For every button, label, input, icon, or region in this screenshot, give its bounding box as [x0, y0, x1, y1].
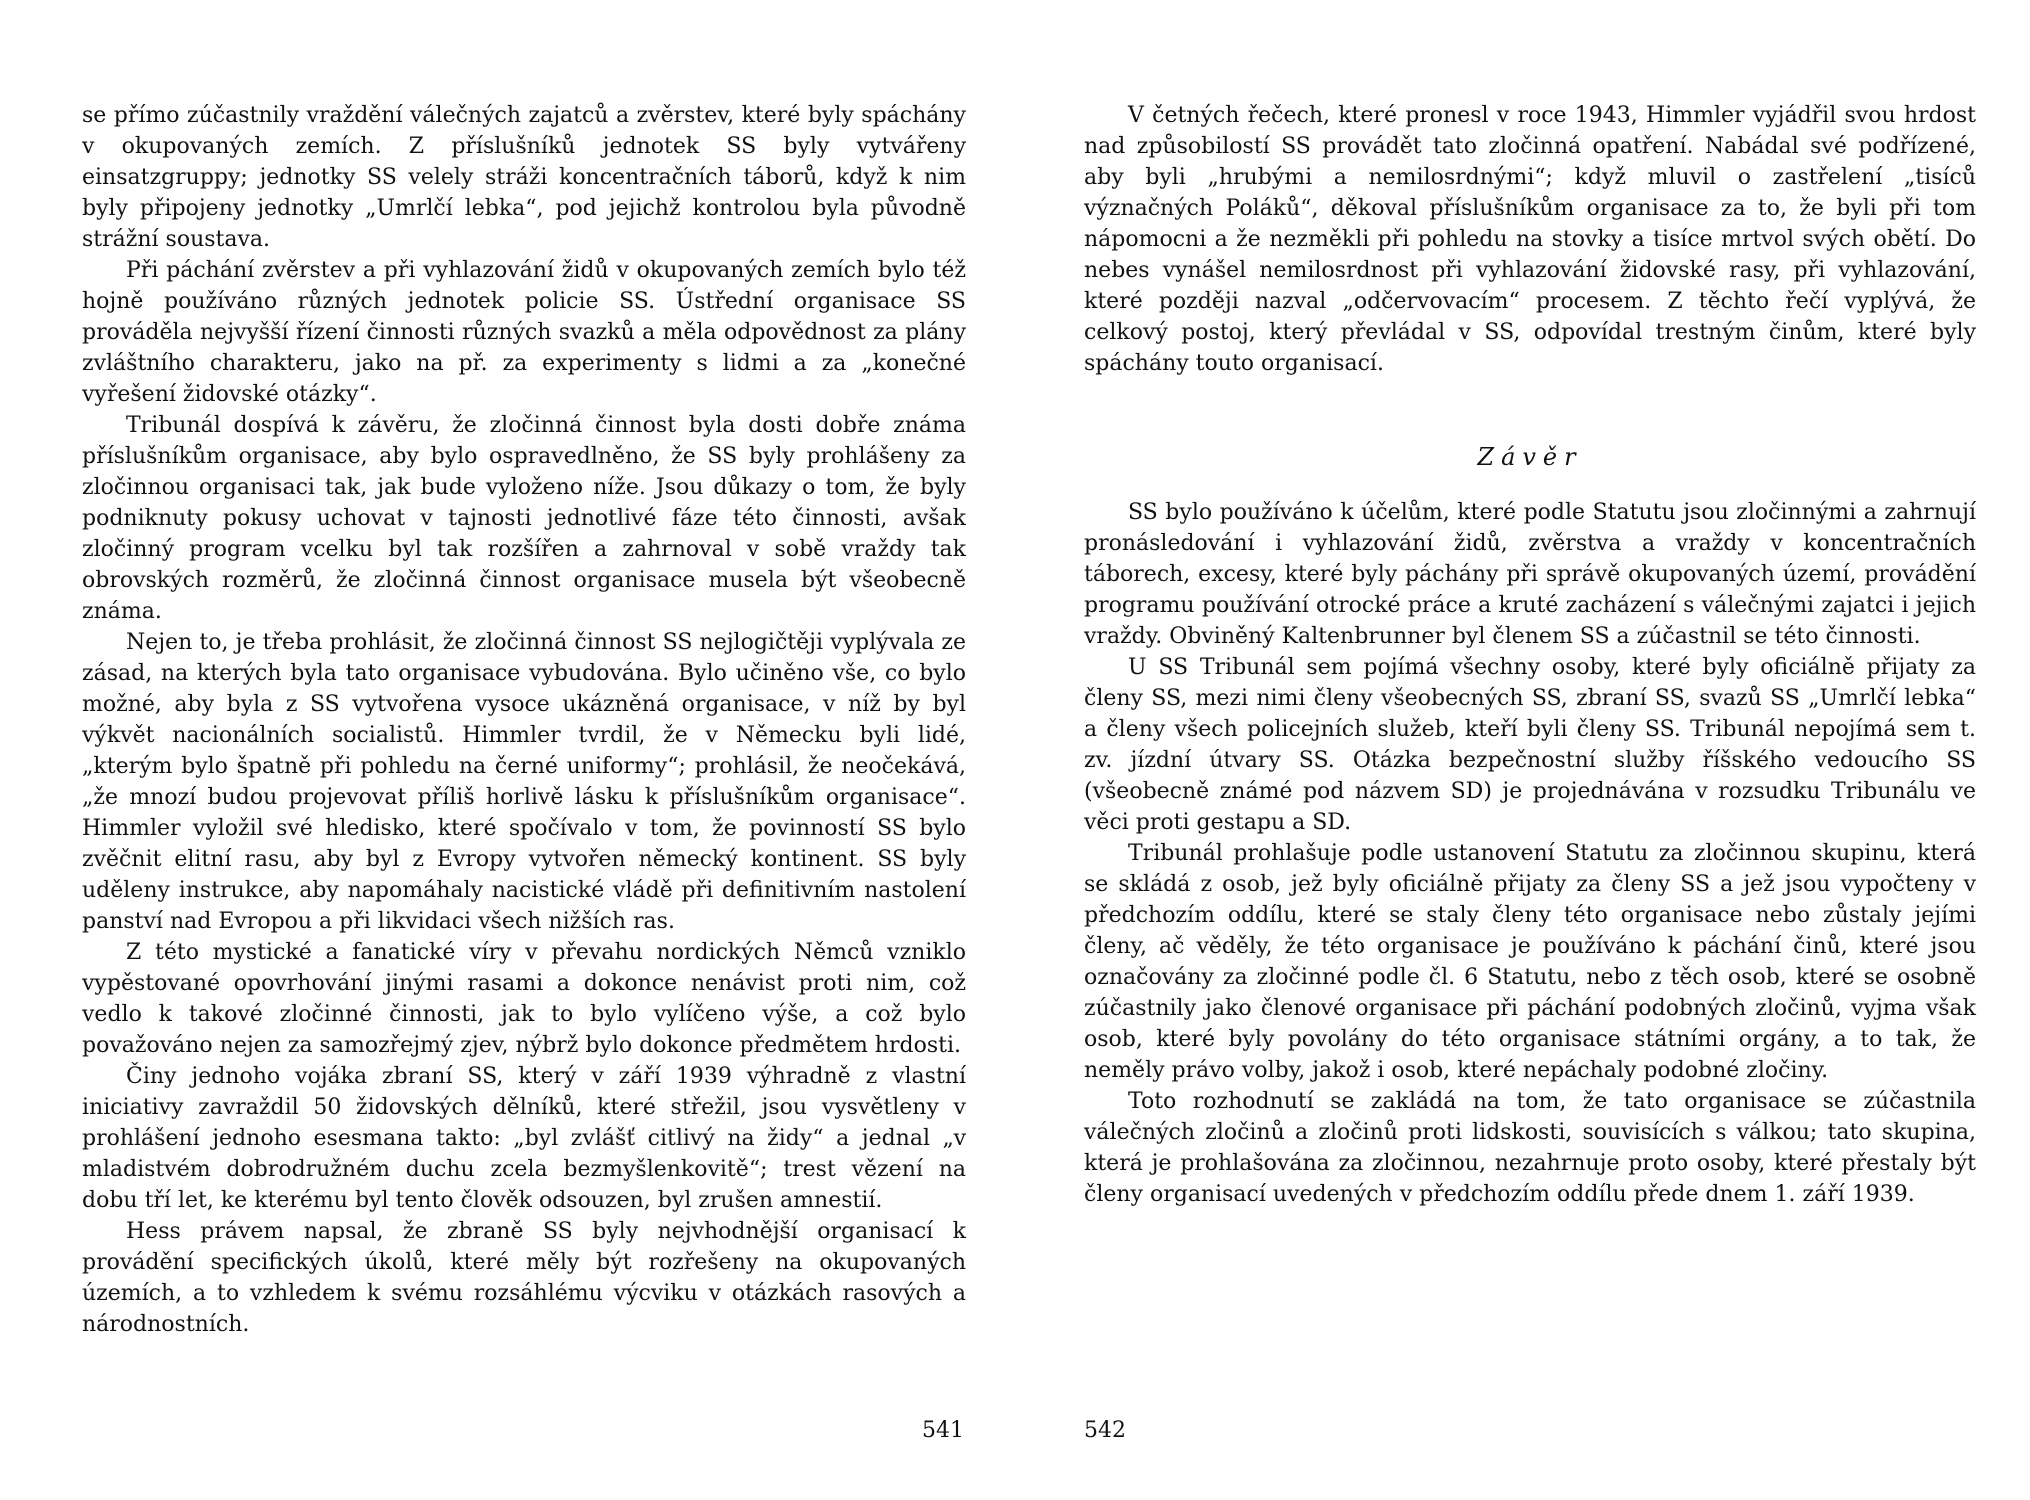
paragraph: V četných řečech, které pronesl v roce 1943, Himmler vyjádřil svou hrdost nad způsobilostí SS provádět tato zločinná opatření. Nabádal své podřízené, aby byli „hrubými a nemilosrdnými“; když mluvil o zastřelení „tisíců význačných Poláků“, děkoval příslušníkům organisace za to, že byli při tom nápomocni a že nezměkli při pohledu na stovky a tisíce mrtvol svých obětí. Do nebes vynášel nemilosrdnost při vyhlazování židovské rasy, při vyhlazování, které později nazval „odčervovacím“ procesem. Z těchto řečí vyplývá, že celkový postoj, který převládal v SS, odpovídal trestným činům, které byly spáchány touto organisací.	[1084, 103, 1976, 376]
paragraph: Tribunál dospívá k závěru, že zločinná činnost byla dosti dobře známa příslušníkům organisace, aby bylo ospravedlněno, že SS byly prohlášeny za zločinnou organisaci tak, jak bude vyloženo níže. Jsou důkazy o tom, že byly podniknuty pokusy uchovat v tajnosti jednotlivé fáze této činnosti, avšak zločinný program vcelku byl tak rozšířen a zahrnoval v sobě vraždy tak obrovských rozměrů, že zločinná činnost organisace musela být všeobecně známa.	[82, 413, 966, 624]
paragraph: Toto rozhodnutí se zakládá na tom, že tato organisace se zúčastnila válečných zločinů a zločinů proti lidskosti, souvisících s válkou; tato skupina, která je prohlašována za zločinnou, nezahrnuje proto osoby, které přestaly být členy organisací uvedených v předchozím oddílu přede dnem 1. září 1939.	[1084, 1089, 1976, 1207]
paragraph: Tribunál prohlašuje podle ustanovení Statutu za zločinnou skupinu, která se skládá z osob, jež byly oficiálně přijaty za členy SS a jež jsou vypočteny v předchozím oddílu, které se staly členy této organisace nebo zůstaly jejími členy, ač věděly, že této organisace je používáno k páchání činů, které jsou označovány za zločinné podle čl. 6 Statutu, nebo z těch osob, které se osobně zúčastnily jako členové organisace při páchání podobných zločinů, vyjma však osob, které byly povolány do této organisace státními orgány, a to tak, že neměly právo volby, jakož i osob, které nepáchaly podobné zločiny.	[1084, 841, 1976, 1083]
paragraph: Nejen to, je třeba prohlásit, že zločinná činnost SS nejlogičtěji vyplývala ze zásad, na kterých byla tato organisace vybudována. Bylo učiněno vše, co bylo možné, aby byla z SS vytvořena vysoce ukázněná organisace, v níž by byl výkvět nacionálních socialistů. Himmler tvrdil, že v Německu byli lidé, „kterým bylo špatně při pohledu na černé uniformy“; prohlásil, že neočekává, „že mnozí budou projevovat příliš horlivě lásku k příslušníkům organisace“. Himmler vyložil své hledisko, které spočívalo v tom, že povinností SS bylo zvěčnit elitní rasu, aby byl z Evropy vytvořen německý kontinent. SS byly uděleny instrukce, aby napomáhaly nacistické vládě při definitivním nastolení panství nad Evropou a při likvidaci všech nižších ras.	[82, 630, 966, 934]
paragraph: Činy jednoho vojáka zbraní SS, který v září 1939 výhradně z vlastní iniciativy zavraždil 50 židovských dělníků, které střežil, jsou vysvětleny v prohlášení jednoho esesmana takto: „byl zvlášť citlivý na židy“ a jednal „v mladistvém dobrodružném duchu zcela bezmyšlenkovitě“; trest vězení na dobu tří let, ke kterému byl tento člověk odsouzen, byl zrušen amnestií.	[82, 1064, 966, 1213]
paragraph: SS bylo používáno k účelům, které podle Statutu jsou zločinnými a zahrnují pronásledování i vyhlazování židů, zvěrstva a vraždy v koncentračních táborech, excesy, které byly páchány při správě okupovaných území, provádění programu používání otrocké práce a kruté zacházení s válečnými zajatci i jejich vraždy. Obviněný Kaltenbrunner byl členem SS a zúčastnil se této činnosti.	[1084, 500, 1976, 649]
paragraph: Hess právem napsal, že zbraně SS byly nejvhodnější organisací k provádění specifických úkolů, které měly být rozřešeny na okupovaných územích, a to vzhledem k svému rozsáhlému výcviku v otázkách rasových a národnostních.	[82, 1219, 966, 1337]
paragraph: se přímo zúčastnily vraždění válečných zajatců a zvěrstev, které byly spáchány v okupovaných zemích. Z příslušníků jednotek SS byly vytvářeny einsatzgruppy; jednotky SS velely stráži koncentračních táborů, když k nim byly připojeny jednotky „Umrlčí lebka“, pod jejichž kontrolou byla původně strážní soustava.	[82, 103, 966, 252]
paragraph: Při páchání zvěrstev a při vyhlazování židů v okupovaných zemích bylo též hojně používáno různých jednotek policie SS. Ústřední organisace SS prováděla nejvyšší řízení činnosti různých svazků a měla odpovědnost za plány zvláštního charakteru, jako na př. za experimenty s lidmi a za „konečné vyřešení židovské otázky“.	[82, 258, 966, 407]
left-page	[82, 100, 966, 1340]
paragraph: U SS Tribunál sem pojímá všechny osoby, které byly oficiálně přijaty za členy SS, mezi nimi členy všeobecných SS, zbraní SS, svazů SS „Umrlčí lebka“ a členy všech policejních služeb, kteří byli členy SS. Tribunál nepojímá sem t. zv. jízdní útvary SS. Otázka bezpečnostní služby říšského vedoucího SS (všeobecně známé pod názvem SD) je projednávána v rozsudku Tribunálu ve věci proti gestapu a SD.	[1084, 655, 1976, 835]
right-page	[1084, 100, 1976, 1210]
page-number-left: 541	[922, 1418, 964, 1443]
section-heading: Závěr	[1477, 443, 1583, 471]
page-number-right: 542	[1084, 1418, 1126, 1443]
paragraph: Z této mystické a fanatické víry v převahu nordických Němců vzniklo vypěstované opovrhování jinými rasami a dokonce nenávist proti nim, což vedlo k takové zločinné činnosti, jak to bylo vylíčeno výše, a což bylo považováno nejen za samozřejmý zjev, nýbrž bylo dokonce předmětem hrdosti.	[82, 940, 966, 1058]
